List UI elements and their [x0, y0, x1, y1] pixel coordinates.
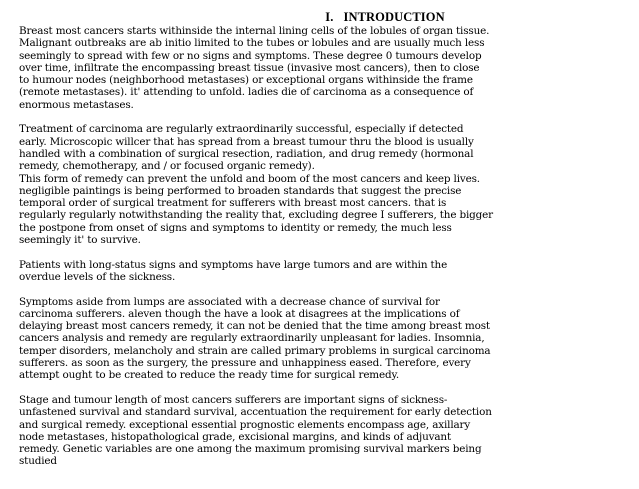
paragraph-patients: [19, 259, 631, 284]
text-line: Symptoms aside from lumps are associated with a decrease chance of survival for: [19, 295, 440, 308]
text-line: unfastened survival and standard survival, accentuation the requirement for early detection: [19, 406, 492, 419]
text-line: cancers analysis and remedy are regularly extraordinarily unpleasant for ladies. Insomnia,: [19, 332, 485, 345]
text-line: studied: [19, 455, 57, 468]
text-line: temper disorders, melancholy and strain are called primary problems in surgical carcinoma: [19, 344, 491, 357]
text-line: seemingly it' to survive.: [19, 234, 141, 247]
text-line: regularly regularly notwithstanding the reality that, excluding degree I sufferers, the bigger: [19, 209, 493, 222]
text-line: over time, infiltrate the encompassing breast tissue (invasive most cancers), then to close: [19, 61, 480, 74]
text-line: Treatment of carcinoma are regularly extraordinarily successful, especially if detected: [19, 123, 464, 136]
paragraph-overview: [19, 25, 631, 111]
text-line: Stage and tumour length of most cancers sufferers are important signs of sickness-: [19, 393, 448, 406]
text-line: negligible paintings is being performed to broaden standards that suggest the precise: [19, 184, 462, 197]
text-line: Patients with long-status signs and symptoms have large tumors and are within the: [19, 258, 448, 271]
section-heading: [19, 10, 631, 24]
text-line: temporal order of surgical treatment for sufferers with breast most cancers. that is: [19, 197, 447, 210]
section-title: INTRODUCTION: [343, 10, 445, 24]
text-line: enormous metastases.: [19, 98, 134, 111]
text-line: sufferers. as soon as the surgery, the pressure and unhappiness eased. Therefore, every: [19, 357, 471, 370]
paragraph-treatment: [19, 123, 631, 172]
text-line: seemingly to spread with few or no signs and symptoms. These degree 0 tumours develop: [19, 49, 482, 62]
paragraph-remedy-timing: [19, 173, 631, 247]
paragraph-stage: [19, 394, 631, 468]
text-line: overdue levels of the sickness.: [19, 270, 176, 283]
document-page: [19, 10, 631, 468]
text-line: delaying breast most cancers remedy, it can not be denied that the time among breast most: [19, 320, 490, 333]
text-line: remedy. Genetic variables are one among the maximum promising survival markers being: [19, 443, 482, 456]
text-line: (remote metastases). it' attending to unfold. ladies die of carcinoma as a consequence of: [19, 86, 474, 99]
text-line: to humour nodes (neighborhood metastases) or exceptional organs withinside the frame: [19, 74, 473, 87]
text-line: node metastases, histopathological grade, excisional margins, and kinds of adjuvant: [19, 430, 451, 443]
text-line: remedy, chemotherapy, and / or focused organic remedy).: [19, 160, 315, 173]
text-line: and surgical remedy. exceptional essential prognostic elements encompass age, axillary: [19, 418, 471, 431]
text-line: handled with a combination of surgical resection, radiation, and drug remedy (hormonal: [19, 147, 474, 160]
paragraph-symptoms: [19, 296, 631, 382]
text-line: Malignant outbreaks are ab initio limited to the tubes or lobules and are usually much less: [19, 37, 485, 50]
text-line: early. Microscopic willcer that has spread from a breast tumour thru the blood is usually: [19, 135, 474, 148]
text-line: attempt ought to be created to reduce the ready time for surgical remedy.: [19, 369, 400, 382]
text-line: Breast most cancers starts withinside the internal lining cells of the lobules of organ tissue.: [19, 25, 490, 37]
text-line: carcinoma sufferers. aleven though the have a look at disagrees at the implications of: [19, 307, 460, 320]
section-number: I.: [325, 10, 334, 24]
text-line: the postpone from onset of signs and symptoms to identity or remedy, the much less: [19, 221, 452, 234]
text-line: This form of remedy can prevent the unfold and boom of the most cancers and keep lives.: [19, 172, 480, 185]
